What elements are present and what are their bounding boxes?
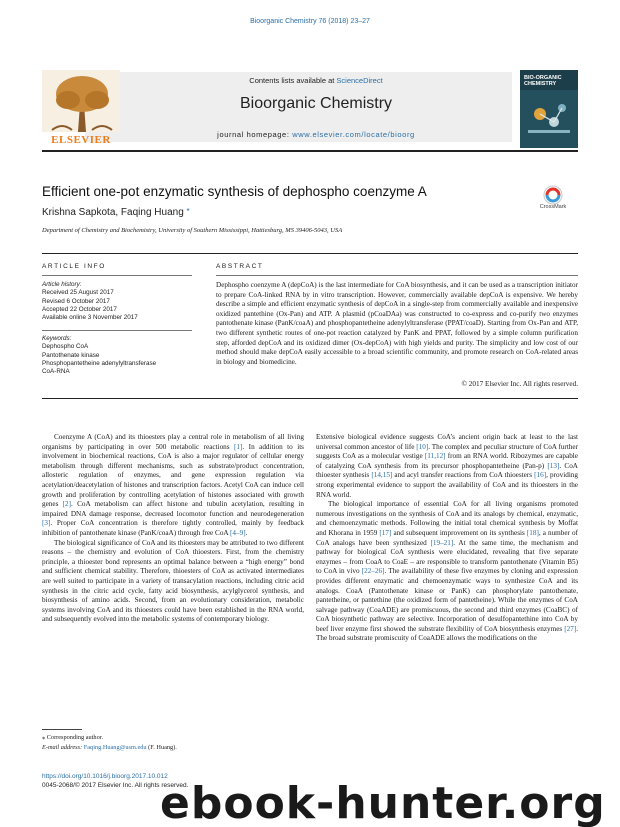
history-received: Received 25 August 2017 [42,289,114,297]
info-top-rule [42,253,578,254]
reference-link[interactable]: [2] [62,500,72,509]
body-paragraph [316,500,578,644]
header-rule [42,150,578,152]
body-text: , a number of CoA analogs have been synthesized [316,528,578,547]
abstract-copyright: © 2017 Elsevier Inc. All rights reserved. [461,380,578,388]
footnote-rule [42,729,82,730]
journal-cover-image[interactable] [520,70,578,148]
reference-link[interactable]: [27] [564,624,577,633]
article-info-heading: ARTICLE INFO [42,263,106,270]
reference-link[interactable]: [10] [416,442,429,451]
homepage-link[interactable]: www.elsevier.com/locate/bioorg [292,130,415,139]
reference-link[interactable]: [22–26] [361,567,385,576]
reference-link[interactable]: [3] [42,519,51,528]
body-text: Coenzyme A (CoA) and its thioesters play a central role in metabolism of all living organisms by participating in over 500 metabolic reactions [42,433,304,451]
email-suffix: (F. Huang). [146,744,177,751]
author-affiliation: Department of Chemistry and Biochemistry, University of Southern Mississippi, Hattiesburg, MS 39406-5043, USA [42,227,343,234]
reference-link[interactable]: [13] [547,461,560,470]
homepage-prefix: journal homepage: [217,130,293,139]
reference-link[interactable]: [16] [534,471,547,480]
body-text: . The complex and peculiar structure of CoA further suggests CoA as a molecular vestige [316,442,578,461]
keyword-item: Dephospho CoA [42,343,89,351]
keywords-divider [42,330,192,331]
email-line [42,744,177,751]
author-list [42,207,190,218]
abstract-heading-divider [216,275,578,276]
body-text: . CoA metabolism can affect histone and tubulin acetylation, resulting in impaired DNA damage response, decreased locomotor function and neurodegeneration [42,500,304,518]
body-text: . Proper CoA concentration is therefore tightly controlled, mainly by feedback inhibition of pantothenate kinase (PanK/coaA) through free CoA [42,519,304,537]
email-link[interactable]: Faqing.Huang@usm.edu [83,744,147,751]
body-text: . CoA thioester synthesis [316,461,578,480]
body-text: . The availability of these five enzymes by cloning and expression provides different enzymatic and chemoenzymatic ways to synthesize CoA and its analogs. CoaA (Pantothenate kinase or PanK) can phosphorylate pantothenate, pantetheine, or pantethine (the oxidized form of pantetheine). While the enzymes of CoA salvage pathway (CoaADE) are promiscuous, the second and third enzymes (CoaBC) of CoA biosynthetic pathway are selective. Incorporation of desulfopantethine into CoA by beef liver enzyme first showed the substrate flexibility of CoA biosynthesis enzymes [316,567,578,633]
body-text: . [245,528,248,537]
body-text: . At the same time, the mechanism and pathway for biological CoA synthesis were elucidated, revealing that five separate enzymes – from CoaA to CoaE – are responsible to transform pantothenate (Vitamin B5) to CoA in vivo [316,538,578,576]
abstract-text: Dephospho coenzyme A (depCoA) is the last intermediate for CoA biosynthesis, and it can be used as a transcription initiator to prepare CoA-linked RNA by in vitro transcription. However, commercially available depCoA is expensive. We hereby describe a simple and efficient enzymatic synthesis of depCoA in a single-step from commercially available and inexpensive oxidized pantethine (Ox-Pan) and ATP. A plasmid (pCoaDAa) was constructed to co-express and co-purify two enzymes pantothenate kinase (PanK/coaA) and phosphopantetheine adenylyltransferase (PPAT/coaD). Starting from Ox-Pan and ATP, two different synthetic routes of one-pot reaction catalyzed by PanK and PPAT, followed by a simple column purification step, afforded depCoA and its oxidized dimer (Ox-depCoA) with high yields and purity. The simplicity and low cost of our method should make depCoA easily accessible to a broad scientific community, and promote research on CoA-related areas in biology and biomedicine. [216,281,578,366]
body-paragraph [42,433,304,539]
body-text: . In addition to its involvement in biochemical reactions, CoA is also a major regulator of cellular energy metabolism through different mechanisms, such as substrate/product concentration, allosteric regulation of enzymes, and gene expression regulation via acetylation/deacetylation of histones and transcription factors. Acetyl CoA can induce cell growth and proliferation by controlling acetylation of histones associated with growth genes [42,442,304,509]
article-title: Efficient one-pot enzymatic synthesis of dephospho coenzyme A [42,184,427,199]
journal-homepage-line [120,130,512,139]
reference-link[interactable]: [18] [526,528,539,537]
history-label: Article history: [42,281,82,288]
body-text: Extensive biological evidence suggests CoA’s ancient origin back at least to the last universal common ancestor of life [316,433,578,451]
body-text: , providing strong experimental evidence to support the availability of CoA and its thioesters in the RNA world. [316,471,578,499]
cover-title: BIO-ORGANIC CHEMISTRY [524,75,562,87]
body-text: The biological importance of essential CoA for all living organisms promoted numerous investigations on the synthesis of CoA and its analogs by chemical, enzymatic, and chemoenzymatic methods. Following the initial total chemical synthesis by Moffat and Khorana in 1959 [316,500,578,537]
body-column-left [42,433,304,625]
body-text: and subsequent improvement on its synthesis [391,528,527,537]
corresponding-author-mark[interactable]: * [186,207,190,216]
body-paragraph [316,433,578,500]
doi-link[interactable]: https://doi.org/10.1016/j.bioorg.2017.10.012 [42,773,168,780]
keywords-block [42,335,192,376]
abstract-bottom-rule [42,398,578,399]
journal-citation[interactable]: Bioorganic Chemistry 76 (2018) 23–27 [250,18,370,25]
sciencedirect-link[interactable]: ScienceDirect [336,76,383,85]
body-text: and acyl transfer reactions from CoA thioesters [392,471,535,480]
watermark-text: ebook-hunter.org [160,778,606,827]
body-column-right [316,433,578,815]
keyword-item: Pantothenate kinase [42,351,100,359]
issn-line: 0045-2068/© 2017 Elsevier Inc. All rights reserved. [42,782,189,789]
body-text: from an RNA world. Ribozymes are capable of catalyzing CoA synthesis from its precursor phosphopantetheine (Pan-p) [316,452,578,470]
info-heading-divider [42,275,192,276]
body-text: . The broad substrate promiscuity of CoaADE allows the modifications on the [316,624,578,643]
keywords-label: Keywords: [42,335,72,342]
email-label: E-mail address: [42,744,84,751]
contents-prefix: Contents lists available at [249,76,337,85]
author-names: Krishna Sapkota, Faqing Huang [42,207,184,218]
abstract-heading: ABSTRACT [216,263,264,270]
keyword-item: Phosphopantetheine adenylyltransferase [42,359,157,367]
body-paragraph [42,539,304,625]
keyword-item: CoA-RNA [42,368,70,376]
history-revised: Revised 6 October 2017 [42,297,110,305]
reference-link[interactable]: [14,15] [371,471,393,480]
crossmark-label: CrossMark [539,204,567,210]
reference-link[interactable]: [4–9] [230,528,246,537]
publisher-name: ELSEVIER [51,134,111,146]
history-accepted: Accepted 22 October 2017 [42,305,117,313]
reference-link[interactable]: [1] [234,442,243,451]
contents-line [120,76,512,85]
cover-art-icon [520,70,578,148]
body-text: The biological significance of CoA and its thioesters may be attributed to two different reasons – the chemistry and evolution of CoA thioesters. First, from the chemistry principle, a thioester bond represents an optimal balance between a “high energy” bond and sufficient chemical stability. Therefore, thioesters of CoA as activated intermediates are well suited to participate in a variety of transacylation reactions, including citric acid synthesis in the citric acid cycle, fatty acid biosynthesis, acylglycerol synthesis, and biosynthesis of amino acids. Second, from an evolutionary consideration, metabolic systems involving CoA and its thioesters could have been established in the RNA world, and subsequently evolved into the metabolic systems of contemporary biology. [42,538,304,624]
reference-link[interactable]: [19–21] [430,538,454,547]
article-history [42,281,192,322]
reference-link[interactable]: [11,12] [424,452,446,461]
corresponding-author-note: ⁎ Corresponding author. [42,734,104,741]
history-online: Available online 3 November 2017 [42,314,138,322]
journal-name: Bioorganic Chemistry [239,95,393,112]
reference-link[interactable]: [17] [379,528,392,537]
